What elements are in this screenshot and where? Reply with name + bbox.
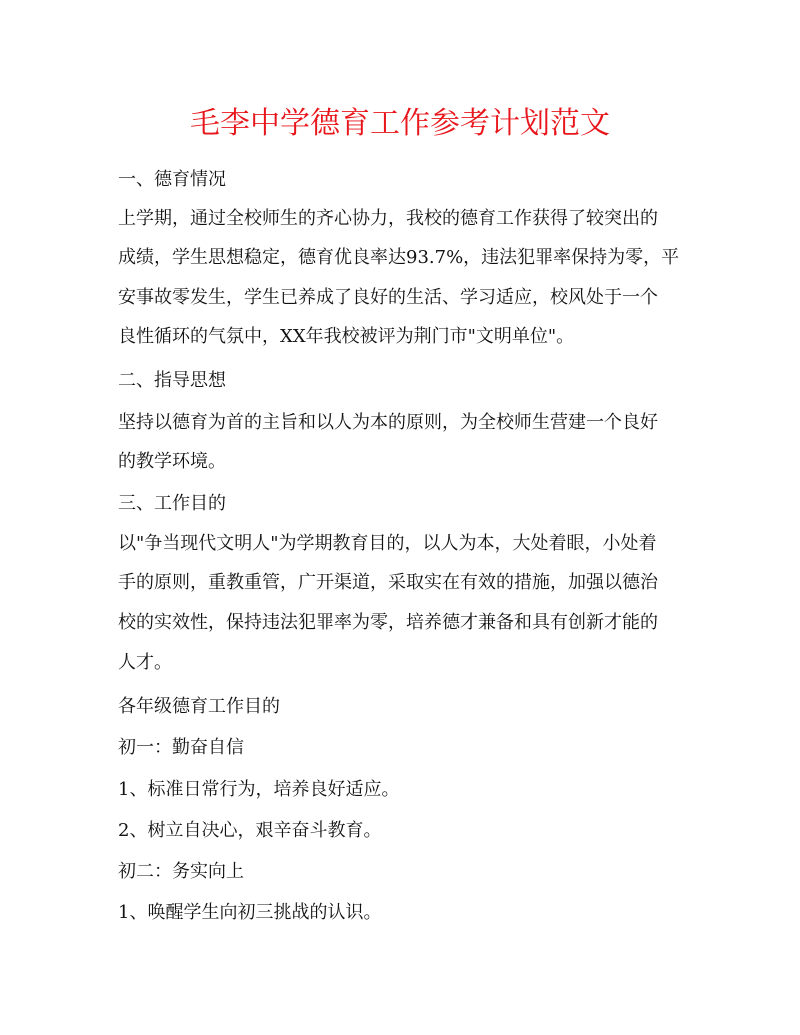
list-item: 1、标准日常行为，培养良好适应。 xyxy=(118,779,400,800)
paragraph-line: 坚持以德育为首的主旨和以人为本的原则，为全校师生营建一个良好 xyxy=(118,412,658,433)
subheading: 初一：勤奋自信 xyxy=(118,737,244,758)
paragraph-line: 以"争当现代文明人"为学期教育目的，以人为本，大处着眼，小处着 xyxy=(118,533,657,554)
section-heading: 二、指导思想 xyxy=(118,370,226,391)
paragraph-line: 人才。 xyxy=(118,652,172,673)
section-heading: 各年级德育工作目的 xyxy=(118,696,280,717)
paragraph-line: 的教学环境。 xyxy=(118,451,226,472)
paragraph-line: 成绩，学生思想稳定，德育优良率达93.7%，违法犯罪率保持为零，平 xyxy=(118,247,680,268)
subheading: 初二：务实向上 xyxy=(118,861,244,882)
paragraph-line: 校的实效性，保持违法犯罪率为零，培养德才兼备和具有创新才能的 xyxy=(118,612,658,633)
document-title: 毛李中学德育工作参考计划范文 xyxy=(190,106,610,141)
paragraph-line: 上学期，通过全校师生的齐心协力，我校的德育工作获得了较突出的 xyxy=(118,208,658,229)
section-heading: 一、德育情况 xyxy=(118,169,226,190)
list-item: 2、树立自决心，艰辛奋斗教育。 xyxy=(118,820,382,841)
paragraph-line: 良性循环的气氛中，XX年我校被评为荆门市"文明单位"。 xyxy=(118,326,575,347)
paragraph-line: 安事故零发生，学生已养成了良好的生活、学习适应，校风处于一个 xyxy=(118,287,658,308)
list-item: 1、唤醒学生向初三挑战的认识。 xyxy=(118,902,382,923)
section-heading: 三、工作目的 xyxy=(118,493,226,514)
paragraph-line: 手的原则，重教重管，广开渠道，采取实在有效的措施，加强以德治 xyxy=(118,572,658,593)
